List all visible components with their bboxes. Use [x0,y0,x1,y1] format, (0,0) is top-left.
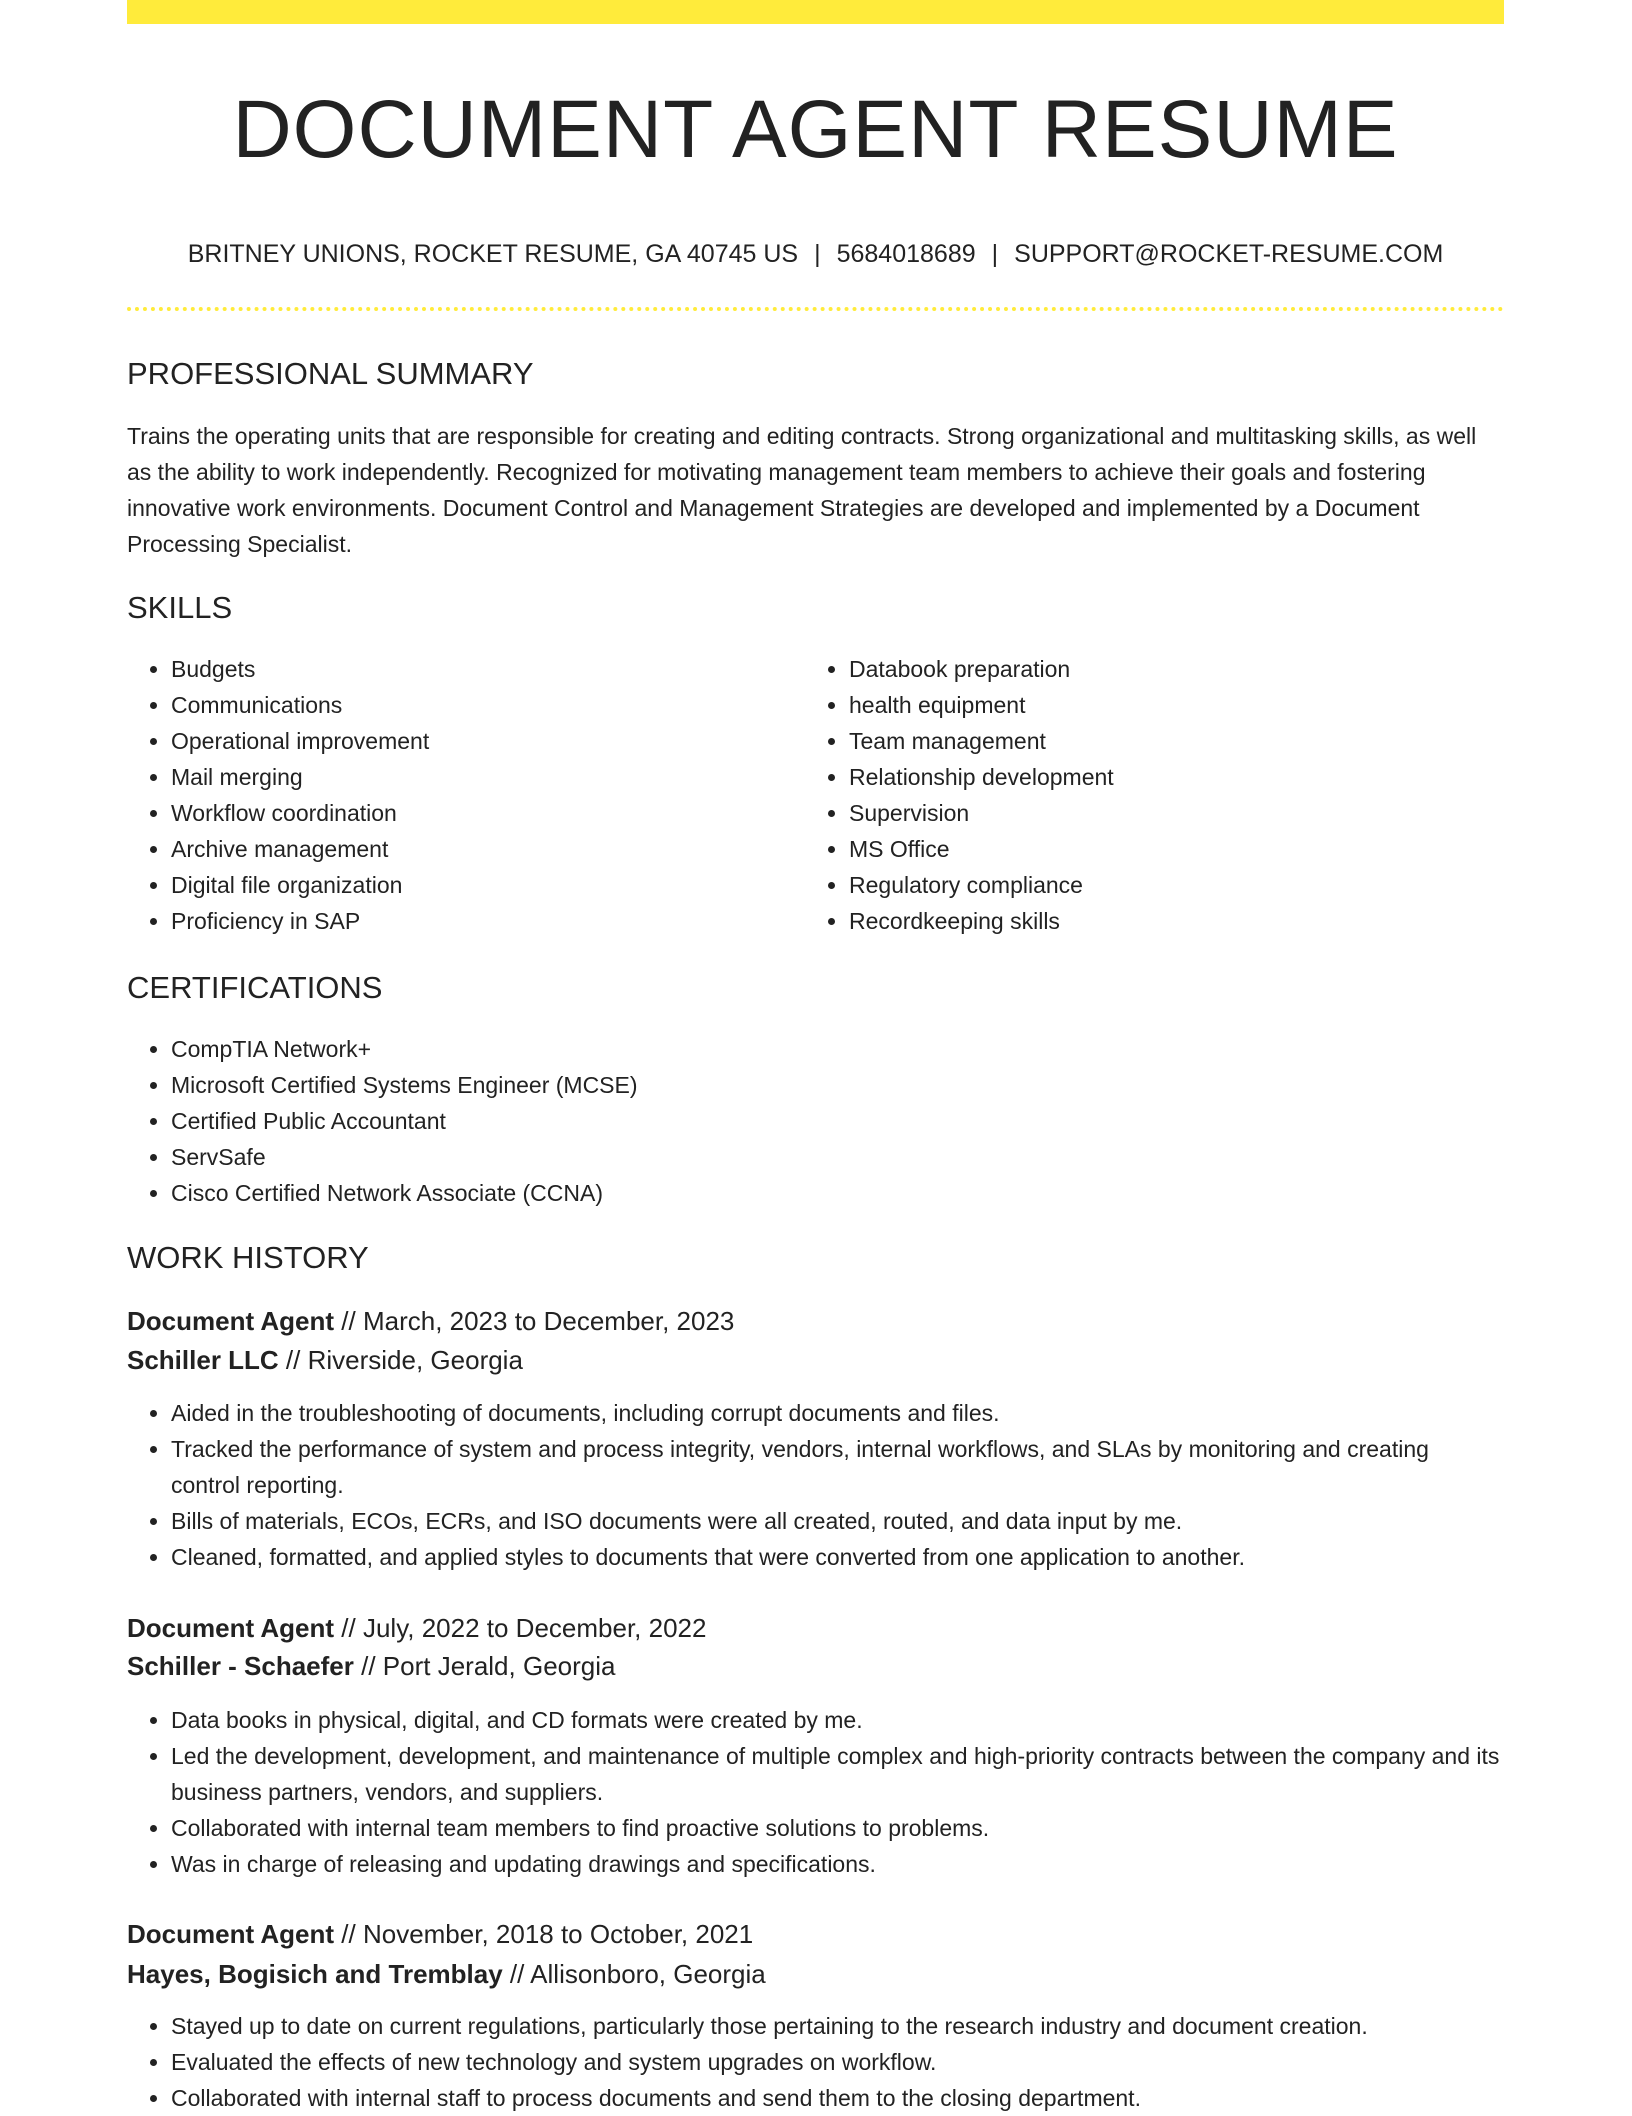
job-bullets [127,1702,1504,1882]
contact-phone: 5684018689 [836,240,976,268]
job-title-line [127,1609,706,1647]
job-title-line [127,1915,753,1953]
job-location: Allisonboro, Georgia [530,1959,766,1989]
skill-item: • Operational improvement [171,723,787,759]
skills-list-left [127,651,787,939]
skill-item: • Relationship development [849,759,1485,795]
job-company: Hayes, Bogisich and Tremblay [127,1959,503,1989]
job-title: Document Agent [127,1919,335,1949]
job-bullet-item: • Led the development, development, and maintenance of multiple complex and high-priority contracts between the company and its business partners, vendors, and suppliers. [171,1738,1504,1810]
job-dates: July, 2022 to December, 2022 [362,1613,707,1643]
job-company: Schiller LLC [127,1345,279,1375]
job-dates: March, 2023 to December, 2023 [362,1306,735,1336]
job-separator: // [334,1919,363,1949]
skill-item: • Archive management [171,831,787,867]
job-location: Riverside, Georgia [307,1345,523,1375]
job-bullet-item: • Was in charge of releasing and updating drawings and specifications. [171,1846,1504,1882]
job-bullet-item: • Cleaned, formatted, and applied styles to documents that were converted from one application to another. [171,1539,1504,1575]
job-company-line [127,1341,523,1379]
summary-text: Trains the operating units that are responsible for creating and editing contracts. Strong organizational and multitasking skills, as well as the ability to work independently. Recognized for motivating management team members to achieve their goals and fostering innovative work environments. Document Control and Management Strategies are developed and implemented by a Document Processing Specialist. [127,423,1477,557]
certification-item: • Certified Public Accountant [171,1103,1504,1139]
job-separator: // [334,1613,363,1643]
accent-top-bar [127,0,1504,24]
job-bullet-item: • Tracked the performance of system and process integrity, vendors, internal workflows, and SLAs by monitoring and creating control reporting. [171,1431,1504,1503]
job-title: Document Agent [127,1306,335,1336]
job-bullet-item: • Aided in the troubleshooting of documents, including corrupt documents and files. [171,1395,1504,1431]
skill-item: • Digital file organization [171,867,787,903]
job-separator: // [278,1345,308,1375]
job-company: Schiller - Schaefer [127,1651,354,1681]
job-bullet-item: • Data books in physical, digital, and CD formats were created by me. [171,1702,1504,1738]
job-title: Document Agent [127,1613,335,1643]
skills-right-column [805,651,1485,939]
certifications-block [127,1031,1504,1211]
work-history-heading: WORK HISTORY [127,1240,369,1275]
contact-separator: | [991,240,999,268]
certifications-list [127,1031,1504,1211]
certification-item: • Cisco Certified Network Associate (CCNA) [171,1175,1504,1211]
job-bullet-item: • Collaborated with internal team members to find proactive solutions to problems. [171,1810,1504,1846]
job-separator: // [334,1306,363,1336]
job-separator: // [353,1651,383,1681]
job-company-line [127,1647,615,1685]
certifications-heading: CERTIFICATIONS [127,970,383,1005]
summary-heading: PROFESSIONAL SUMMARY [127,356,534,391]
resume-title: DOCUMENT AGENT RESUME [232,84,1399,175]
job-dates: November, 2018 to October, 2021 [362,1919,754,1949]
certification-item: • CompTIA Network+ [171,1031,1504,1067]
job-bullet-item: • Evaluated the effects of new technology and system upgrades on workflow. [171,2044,1504,2080]
contact-separator: | [814,240,821,268]
skill-item: • Communications [171,687,787,723]
job-bullet-item: • Collaborated with internal staff to process documents and send them to the closing department. [171,2080,1504,2116]
job-location: Port Jerald, Georgia [382,1651,616,1681]
skill-item: • Proficiency in SAP [171,903,787,939]
skill-item: • Mail merging [171,759,787,795]
job-company-line [127,1955,766,1993]
contact-line [127,236,1504,272]
contact-email: SUPPORT@ROCKET-RESUME.COM [1014,240,1444,268]
job-separator: // [502,1959,531,1989]
skill-item: • Budgets [171,651,787,687]
job-bullet-list [127,1702,1504,1882]
skill-item: • Databook preparation [849,651,1485,687]
job-bullet-list [127,1395,1504,1575]
certification-item: • Microsoft Certified Systems Engineer (MCSE) [171,1067,1504,1103]
job-bullet-item: • Stayed up to date on current regulations, particularly those pertaining to the research industry and document creation. [171,2008,1504,2044]
contact-address: BRITNEY UNIONS, ROCKET RESUME, GA 40745 US [187,240,799,268]
job-bullet-item: • Bills of materials, ECOs, ECRs, and ISO documents were all created, routed, and data input by me. [171,1503,1504,1539]
skills-list-right [805,651,1485,939]
job-title-line [127,1302,734,1340]
skill-item: • Recordkeeping skills [849,903,1485,939]
skills-heading: SKILLS [127,590,233,625]
skill-item: • Team management [849,723,1485,759]
skills-left-column [127,651,787,939]
skill-item: • Supervision [849,795,1485,831]
skill-item: • Workflow coordination [171,795,787,831]
job-bullets [127,2008,1504,2116]
dotted-divider [127,307,1504,311]
skill-item: • MS Office [849,831,1485,867]
skill-item: • health equipment [849,687,1485,723]
certification-item: • ServSafe [171,1139,1504,1175]
job-bullets [127,1395,1504,1575]
job-bullet-list [127,2008,1504,2116]
skill-item: • Regulatory compliance [849,867,1485,903]
